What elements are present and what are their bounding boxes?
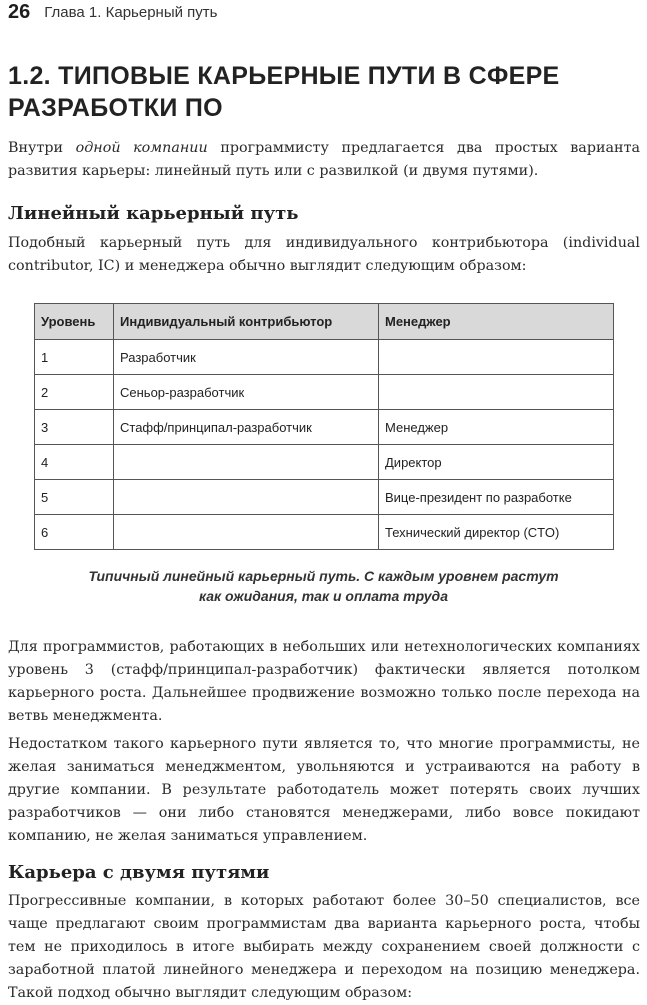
cell-ic: Стафф/принципал-разработчик [114, 410, 379, 445]
table-row [35, 410, 614, 445]
header-manager: Менеджер [379, 304, 614, 340]
table-row [35, 375, 614, 410]
section-title: 1.2. ТИПОВЫЕ КАРЬЕРНЫЕ ПУТИ В СФЕРЕ РАЗРАБОТКИ ПО [8, 62, 560, 122]
intro-text-start: Внутри [8, 140, 76, 156]
cell-level: 6 [35, 515, 114, 550]
intro-text-end: программисту предлагается два простых варианта развития карьеры: линейный путь или с развилкой (и двумя путями). [8, 140, 640, 179]
cell-manager [379, 340, 614, 375]
cell-level: 2 [35, 375, 114, 410]
cell-ic [114, 445, 379, 480]
table-row [35, 445, 614, 480]
running-head [8, 0, 217, 24]
table-row [35, 515, 614, 550]
caption-line-2: как ожидания, так и оплата труда [199, 588, 448, 604]
linear-path-heading: Линейный карьерный путь [8, 203, 299, 224]
caption-line-1: Типичный линейный карьерный путь. С каждым уровнем растут [88, 568, 559, 584]
cell-manager [379, 375, 614, 410]
cell-ic [114, 480, 379, 515]
paragraph-drawback: Недостатком такого карьерного пути является то, что многие программисты, не желая заниматься менеджментом, увольняются и устраиваются на работу в другие компании. В результате работодатель может потерять своих лучших разработчиков — они либо становятся менеджерами, либо вовсе покидают компанию, не желая заниматься управлением. [8, 736, 640, 844]
dual-path-paragraph: Прогрессивные компании, в которых работают более 30–50 специалистов, все чаще предлагают своим программистам два варианта карьерного роста, чтобы тем не приходилось в итоге выбирать между сохранением своей должности с заработной платой линейного менеджера и переходом на позицию менеджера. Такой подход обычно выглядит следующим образом: [8, 893, 640, 1001]
table-row [35, 480, 614, 515]
cell-manager: Технический директор (CTO) [379, 515, 614, 550]
cell-level: 5 [35, 480, 114, 515]
career-levels-table [34, 303, 614, 550]
cell-ic: Разработчик [114, 340, 379, 375]
cell-level: 3 [35, 410, 114, 445]
table-caption [0, 566, 647, 606]
cell-level: 4 [35, 445, 114, 480]
chapter-title: Глава 1. Карьерный путь [44, 3, 218, 21]
cell-level: 1 [35, 340, 114, 375]
header-individual-contributor: Индивидуальный контрибьютор [114, 304, 379, 340]
cell-ic [114, 515, 379, 550]
cell-manager: Директор [379, 445, 614, 480]
intro-paragraph [8, 137, 640, 183]
cell-manager: Вице-президент по разработке [379, 480, 614, 515]
cell-ic: Сеньор-разработчик [114, 375, 379, 410]
header-level: Уровень [35, 304, 114, 340]
linear-path-paragraph: Подобный карьерный путь для индивидуального контрибьютора (individual contributor, IC) и менеджера обычно выглядит следующим образом: [8, 235, 640, 274]
paragraph-level-ceiling: Для программистов, работающих в небольших или нетехнологических компаниях уровень 3 (стафф/принципал-разработчик) фактически является потолком карьерного роста. Дальнейшее продвижение возможно только после перехода на ветвь менеджмента. [8, 639, 640, 724]
table-row [35, 340, 614, 375]
page-number: 26 [8, 0, 31, 23]
intro-emphasis: одной компании [75, 140, 208, 156]
dual-path-heading: Карьера с двумя путями [8, 862, 270, 883]
table-header-row [35, 304, 614, 340]
cell-manager: Менеджер [379, 410, 614, 445]
